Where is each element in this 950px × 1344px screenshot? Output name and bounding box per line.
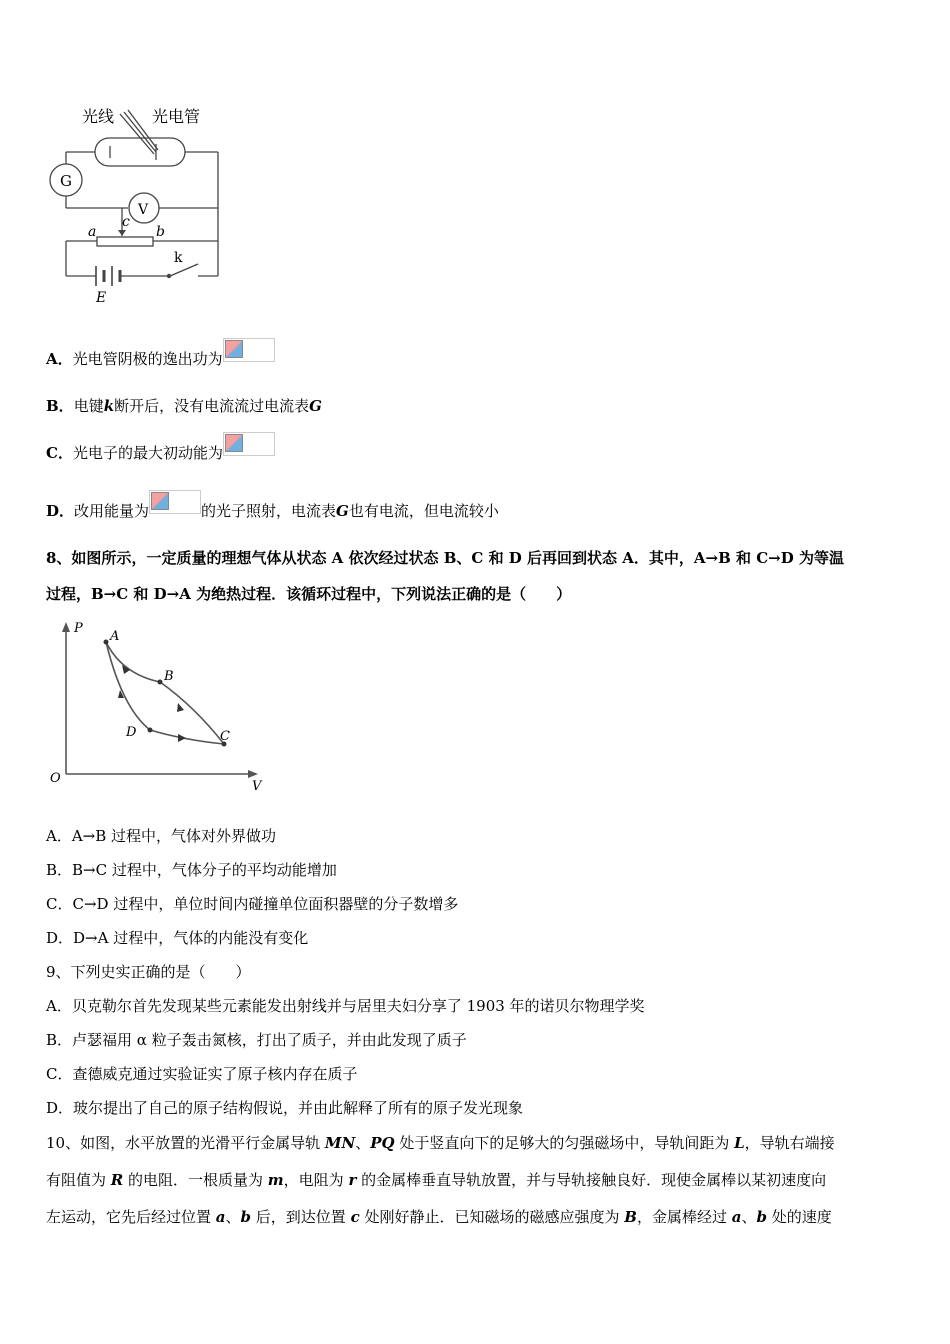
axis-p-label: P bbox=[74, 621, 83, 636]
label-c: c bbox=[122, 214, 130, 230]
q8-stem-line1: 8、如图所示，一定质量的理想气体从状态 A 依次经过状态 B、C 和 D 后再回到状态 A．其中，A→B 和 C→D 为等温 bbox=[46, 549, 844, 567]
formula-image-placeholder bbox=[223, 338, 275, 362]
q7-option-a: A．光电管阴极的逸出功为 bbox=[46, 348, 275, 372]
tube-label: 光电管 bbox=[152, 107, 201, 126]
origin-label: O bbox=[50, 771, 61, 786]
q9-option-d: D．玻尔提出了自己的原子结构假说，并由此解释了所有的原子发光现象 bbox=[46, 1099, 524, 1117]
state-d-label: D bbox=[126, 725, 137, 740]
q9-stem: 9、下列史实正确的是（ ） bbox=[46, 963, 251, 981]
label-b: b bbox=[156, 224, 165, 240]
q8-option-c: C．C→D 过程中，单位时间内碰撞单位面积器壁的分子数增多 bbox=[46, 895, 459, 913]
rheostat bbox=[97, 237, 153, 246]
q9-option-c: C．查德威克通过实验证实了原子核内存在质子 bbox=[46, 1065, 358, 1083]
q10-stem-line3: 左运动，它先后经过位置 a、b 后，到达位置 c 处刚好静止．已知磁场的磁感应强度为 B，金属棒经过 a、b 处的速度 bbox=[46, 1208, 832, 1226]
q9-option-b: B．卢瑟福用 α 粒子轰击氮核，打出了质子，并由此发现了质子 bbox=[46, 1031, 467, 1049]
q8-option-d: D．D→A 过程中，气体的内能没有变化 bbox=[46, 929, 309, 947]
circuit-diagram bbox=[40, 100, 240, 310]
state-b-label: B bbox=[164, 669, 174, 684]
label-k: k bbox=[174, 250, 183, 266]
q10-stem-line1: 10、如图，水平放置的光滑平行金属导轨 MN、PQ 处于竖直向下的足够大的匀强磁场中，导轨间距为 L，导轨右端接 bbox=[46, 1134, 835, 1152]
pv-diagram bbox=[44, 618, 269, 796]
light-label: 光线 bbox=[82, 107, 115, 126]
q7-option-b: B．电键k断开后，没有电流流过电流表G bbox=[46, 397, 322, 415]
q8-option-a: A．A→B 过程中，气体对外界做功 bbox=[46, 827, 277, 845]
galvanometer-label: G bbox=[60, 172, 72, 190]
q7-option-c: C．光电子的最大初动能为 bbox=[46, 442, 275, 466]
state-c-label: C bbox=[220, 729, 230, 744]
q8-option-b: B．B→C 过程中，气体分子的平均动能增加 bbox=[46, 861, 337, 879]
axis-v-label: V bbox=[252, 779, 262, 794]
formula-image-placeholder bbox=[149, 490, 201, 514]
voltmeter-label: V bbox=[138, 202, 149, 218]
q7-option-d: D．改用能量为 的光子照射，电流表G也有电流，但电流较小 bbox=[46, 500, 499, 524]
state-a-label: A bbox=[110, 629, 120, 644]
q9-option-a: A．贝克勒尔首先发现某些元素能发出射线并与居里夫妇分享了 1903 年的诺贝尔物理学奖 bbox=[46, 997, 645, 1015]
phototube bbox=[95, 138, 185, 166]
q8-stem-line2: 过程，B→C 和 D→A 为绝热过程．该循环过程中，下列说法正确的是（ ） bbox=[46, 585, 572, 603]
formula-image-placeholder bbox=[223, 432, 275, 456]
label-a: a bbox=[88, 224, 97, 240]
q10-stem-line2: 有阻值为 R 的电阻．一根质量为 m，电阻为 r 的金属棒垂直导轨放置，并与导轨接触良好．现使金属棒以某初速度向 bbox=[46, 1171, 827, 1189]
label-E: E bbox=[96, 290, 107, 306]
